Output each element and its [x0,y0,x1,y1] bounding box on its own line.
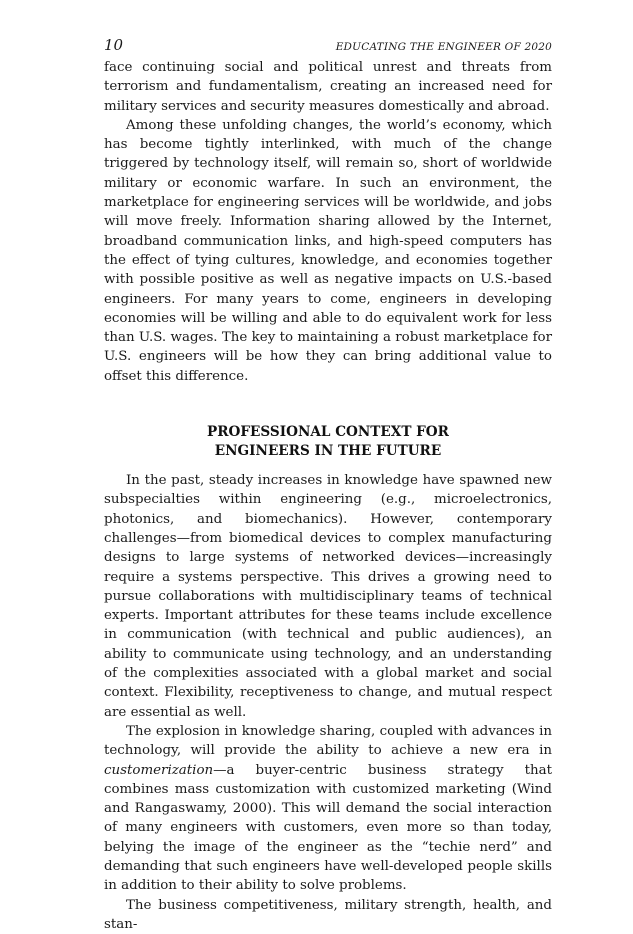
body-text [104,58,552,934]
section-heading-line-2: ENGINEERS IN THE FUTURE [214,443,442,460]
paragraph-knowledge: In the past, steady increases in knowledge have spawned new subspecialties within engineering (e.g., microelectronics, photonics, and biomechanics). However, contemporary challenges—from biomedical devices to complex manufacturing designs to large systems of networked devices—increasingly require a systems perspective. This drives a growing need to pursue collaborations with multidisciplinary teams of technical experts. Important attributes for these teams include excellence in communication (with technical and public audiences), an ability to communicate using technology, and an understanding of the complexities associated with a global market and social context. Flexibility, receptiveness to change, and mutual respect are essential as well. [104,473,552,720]
paragraph-text-after: —a buyer-centric business strategy that combines mass customization with customized marketing (Wind and Rangaswamy, 2000). This will demand the social interaction of many engineers with customers, even more so than today, belying the image of the engineer as the “techie nerd” and demanding that such engineers have well-developed people skills in addition to their ability to solve problems. [104,762,552,894]
paragraph-business: The business competitiveness, military strength, health, and stan- [104,897,552,932]
paragraph-customerization [104,722,552,896]
section-heading [104,423,552,461]
running-header [104,36,552,58]
italic-term: customerization [104,762,214,778]
paragraph-economy: Among these unfolding changes, the world’s economy, which has become tightly interlinked, with much of the change triggered by technology itself, will remain so, short of worldwide military or economic warfare. In such an environment, the marketplace for engineering services will be worldwide, and jobs will move freely. Information sharing allowed by the Internet, broadband communication links, and high-speed computers has the effect of tying cultures, knowledge, and economies together with possible positive as well as negative impacts on U.S.-based engineers. For many years to come, engineers in developing economies will be willing and able to do equivalent work for less than U.S. wages. The key to maintaining a robust marketplace for U.S. engineers will be how they can bring additional value to offset this difference. [104,117,552,384]
page-number: 10 [104,36,124,54]
paragraph-continuation: face continuing social and political unrest and threats from terrorism and fundamentalism, creating an increased need for military services and security measures domestically and abroad. [104,60,552,114]
paragraph-text-before: The explosion in knowledge sharing, coupled with advances in technology, will provide the ability to achieve a new era in [104,723,552,759]
running-title: EDUCATING THE ENGINEER OF 2020 [335,41,552,53]
section-heading-line-1: PROFESSIONAL CONTEXT FOR [207,424,449,441]
document-page [104,36,552,934]
